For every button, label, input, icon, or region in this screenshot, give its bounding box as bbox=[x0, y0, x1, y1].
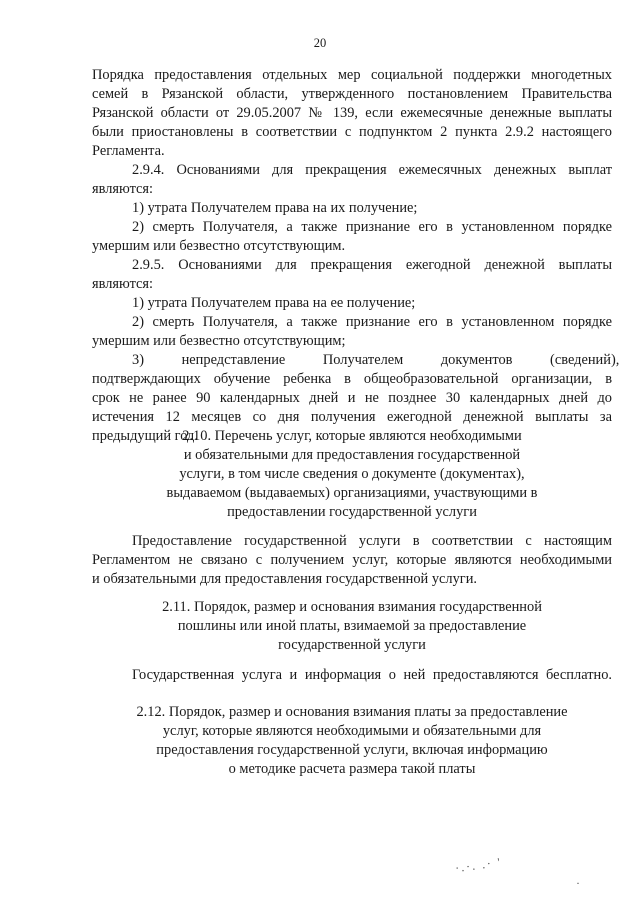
section-title-line: 2.9.4. Основаниями для прекращения ежемесячных денежных выплат bbox=[132, 162, 612, 178]
heading-line: государственной услуги bbox=[278, 637, 426, 653]
heading-line: о методике расчета размера такой платы bbox=[228, 761, 476, 777]
section-2-9-5 bbox=[92, 256, 620, 446]
stamp-dot: · bbox=[576, 876, 580, 890]
heading-2-11 bbox=[92, 598, 612, 655]
paragraph-2-11 bbox=[92, 666, 612, 685]
section-title-line: являются: bbox=[92, 276, 154, 292]
text-line: и обязательными для предоставления государственной услуги. bbox=[92, 571, 478, 587]
heading-line: услуги, в том числе сведения о документе (документах), bbox=[179, 466, 525, 482]
section-2-9-4 bbox=[92, 161, 612, 256]
paragraph-continuation bbox=[92, 66, 612, 161]
text-line: Предоставление государственной услуги в соответствии с настоящим bbox=[132, 533, 612, 549]
section-title-line: 2.9.5. Основаниями для прекращения ежегодной денежной выплаты bbox=[132, 257, 612, 273]
text-line: Порядка предоставления отдельных мер социальной поддержки многодетных bbox=[92, 67, 612, 83]
list-item: 2) смерть Получателя, а также признание его в установленном порядке bbox=[132, 219, 612, 235]
heading-line: 2.12. Порядок, размер и основания взимания платы за предоставление bbox=[136, 704, 568, 720]
list-item: 1) утрата Получателем права на ее получение; bbox=[132, 295, 416, 311]
page-number: 20 bbox=[313, 36, 327, 50]
text-line: Регламента. bbox=[92, 143, 165, 159]
list-item-continuation: предыдущий год. bbox=[92, 428, 198, 444]
heading-line: и обязательными для предоставления государственной bbox=[183, 447, 521, 463]
heading-line: 2.11. Порядок, размер и основания взимания государственной bbox=[162, 599, 542, 615]
stamp-marks: ·.·. .· ' bbox=[454, 854, 503, 876]
paragraph-2-10 bbox=[92, 532, 612, 589]
text-line: Государственная услуга и информация о ней предоставляются бесплатно. bbox=[132, 667, 612, 683]
heading-2-12 bbox=[92, 703, 612, 779]
heading-line: предоставлении государственной услуги bbox=[227, 504, 477, 520]
text-line: Регламентом не связано с получением услуг, которые являются необходимыми bbox=[92, 552, 612, 568]
list-item: 3) непредставление Получателем документов (сведений), bbox=[132, 352, 620, 368]
section-title-line: являются: bbox=[92, 181, 154, 197]
text-line: были приостановлены в соответствии с подпунктом 2 пункта 2.9.2 настоящего bbox=[92, 124, 612, 140]
list-item: 1) утрата Получателем права на их получение; bbox=[132, 200, 418, 216]
list-item-continuation: подтверждающих обучение ребенка в общеобразовательной организации, в bbox=[92, 371, 612, 387]
list-item-continuation: умершим или безвестно отсутствующим. bbox=[92, 238, 346, 254]
list-item-continuation: срок не ранее 90 календарных дней и не позднее 30 календарных дней до bbox=[92, 390, 612, 406]
list-item-continuation: умершим или безвестно отсутствующим; bbox=[92, 333, 346, 349]
heading-2-10 bbox=[92, 427, 612, 522]
heading-line: пошлины или иной платы, взимаемой за предоставление bbox=[177, 618, 527, 634]
heading-line: предоставления государственной услуги, включая информацию bbox=[156, 742, 548, 758]
list-item: 2) смерть Получателя, а также признание его в установленном порядке bbox=[132, 314, 612, 330]
list-item-continuation: истечения 12 месяцев со дня получения ежегодной денежной выплаты за bbox=[92, 409, 612, 425]
heading-line: 2.10. Перечень услуг, которые являются необходимыми bbox=[182, 428, 522, 444]
heading-line: выдаваемом (выдаваемых) организациями, участвующими в bbox=[166, 485, 538, 501]
text-line: Рязанской области от 29.05.2007 № 139, если ежемесячные денежные выплаты bbox=[92, 105, 612, 121]
heading-line: услуг, которые являются необходимыми и обязательными для bbox=[162, 723, 542, 739]
text-line: семей в Рязанской области, утвержденного постановлением Правительства bbox=[92, 86, 612, 102]
